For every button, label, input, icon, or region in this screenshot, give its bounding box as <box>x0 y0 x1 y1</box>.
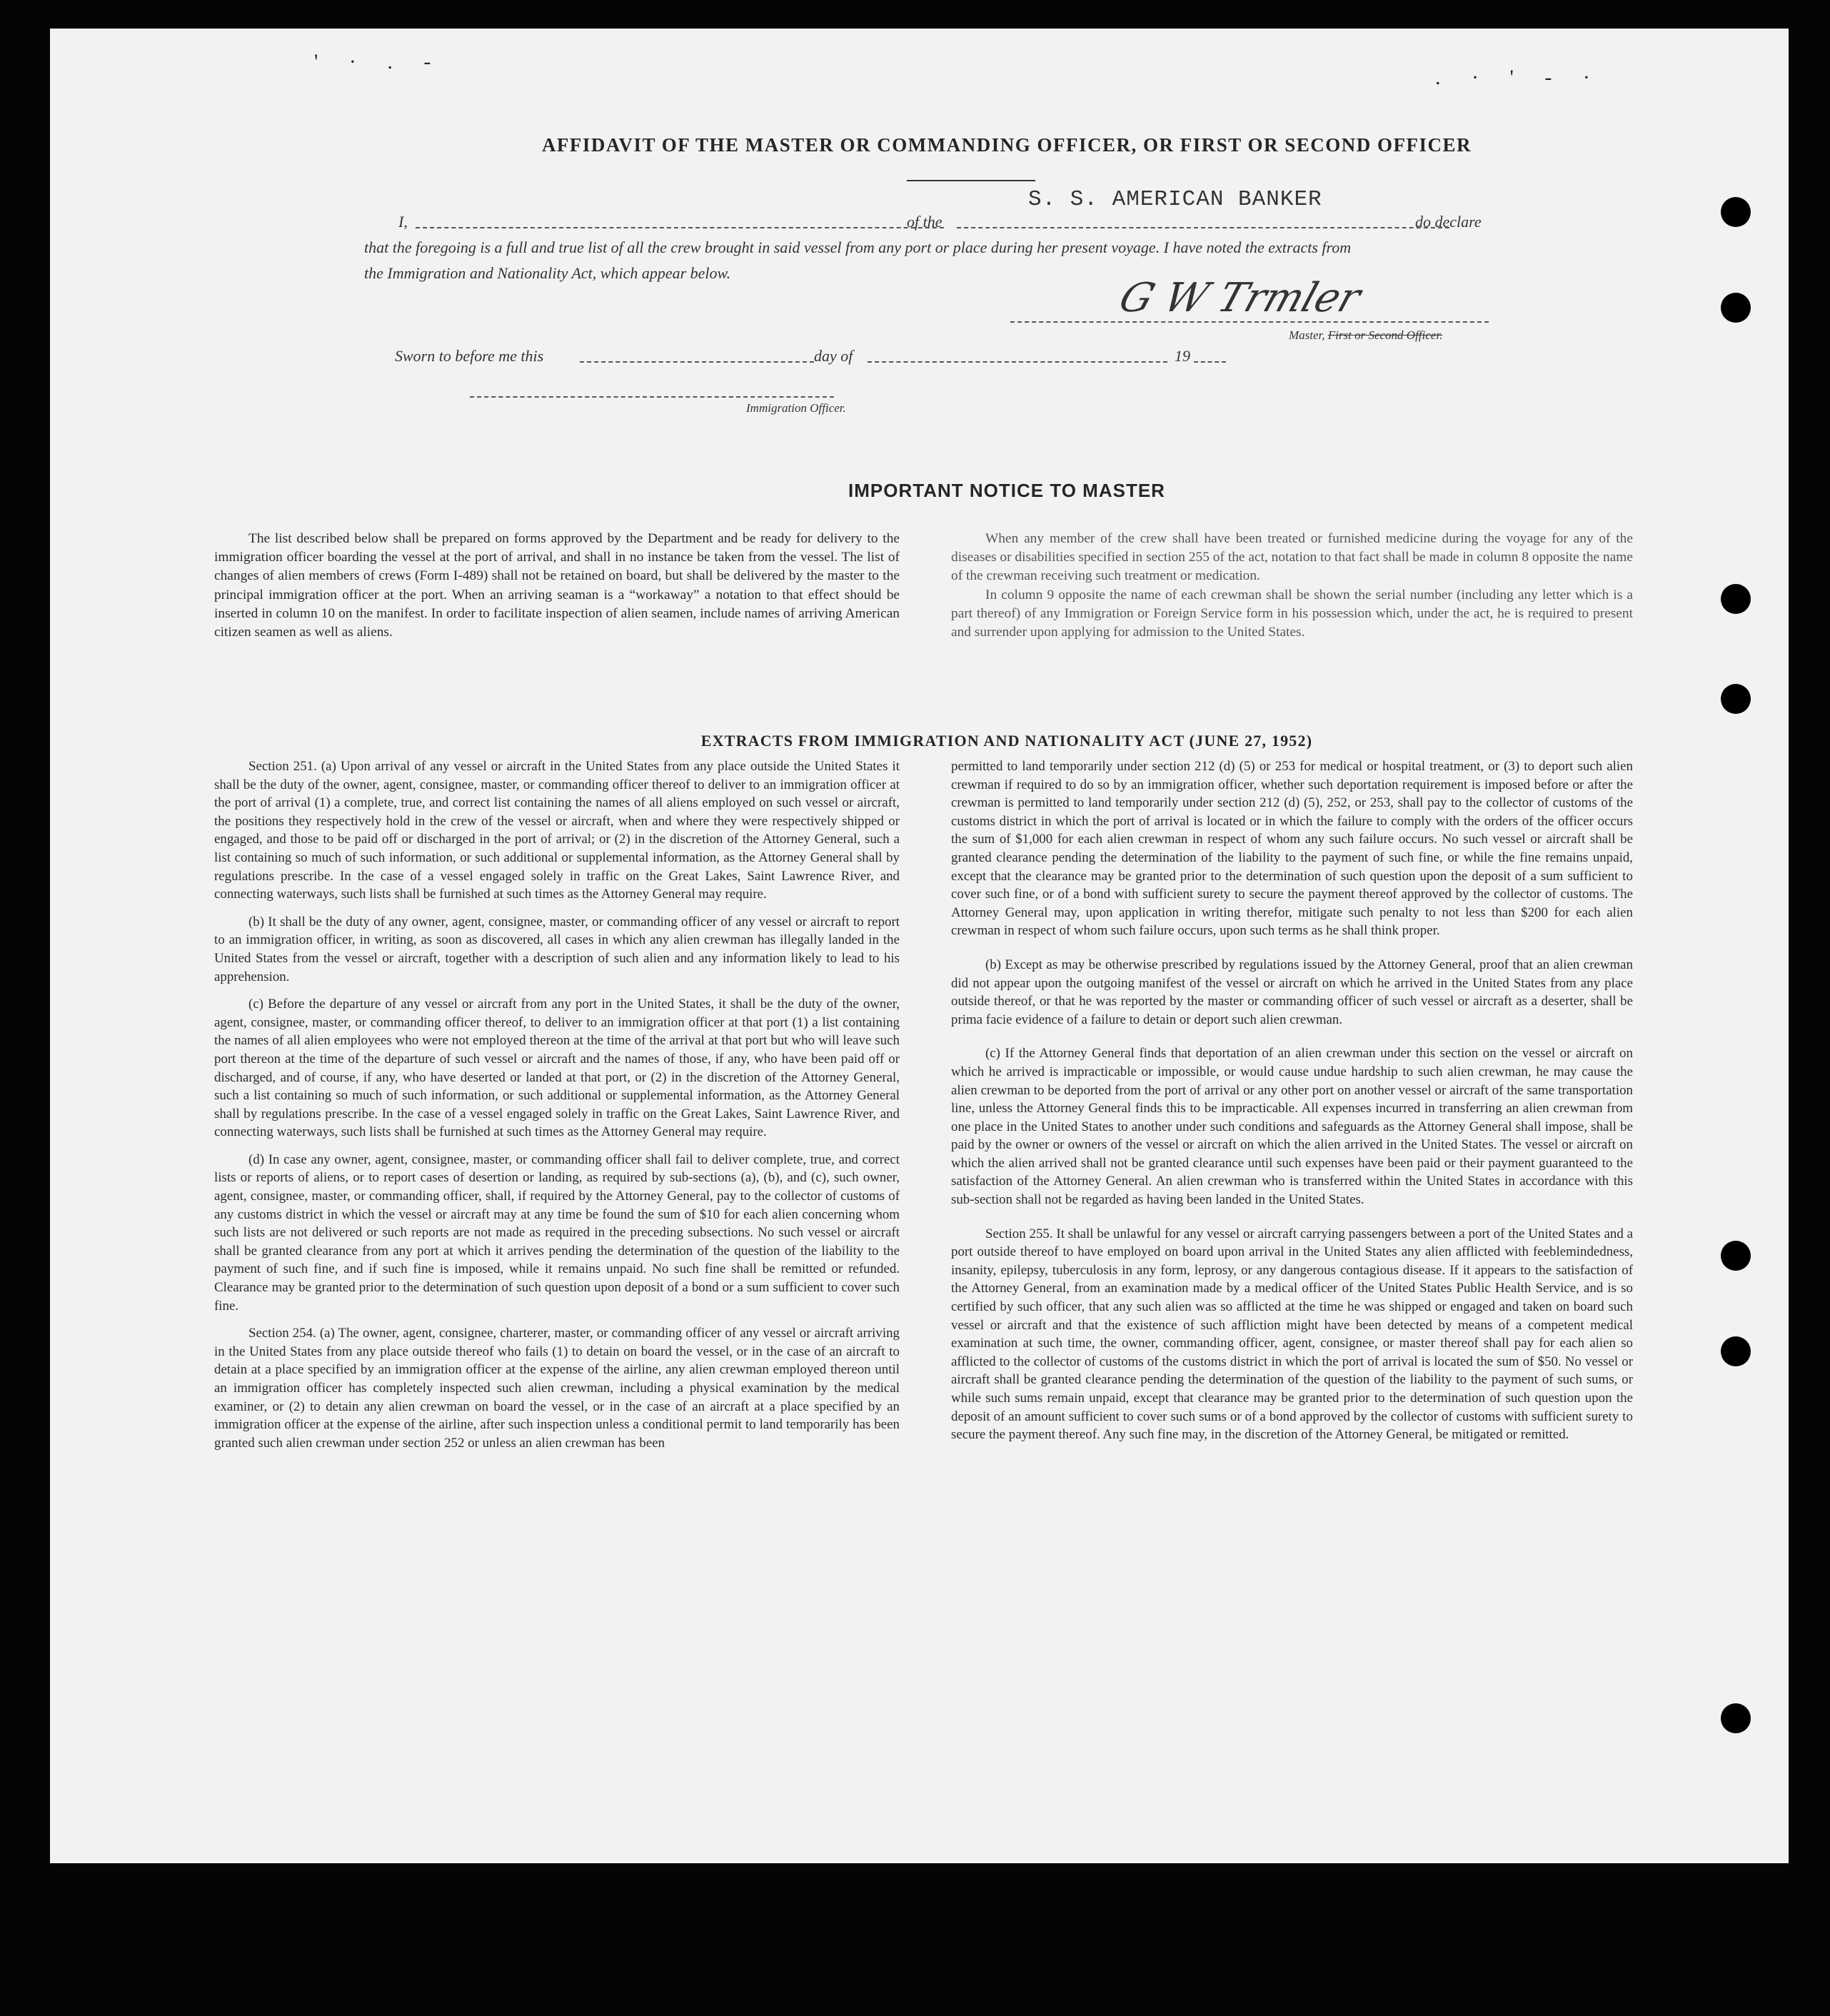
affidavit-of-the-label: of the <box>907 213 942 231</box>
section-254-c: (c) If the Attorney General finds that deportation of an alien crewman under this section on the vessel or aircraft on which he arrived is impracticable or impossible, or would cause undue hardship to such alien crewman, he may cause the alien crewman to be deported from the port of arrival or any other port on another vessel or aircraft of the same transportation line, unless the Attorney General finds this to be impracticable. All expenses incurred in transferring an alien crewman from one place in the United States to another under such conditions and safeguards as the Attorney General shall impose, shall be paid by the owner or owners of the vessel or aircraft on which the alien arrived in the United States. The vessel or aircraft on which the alien arrived shall not be granted clearance until such expenses have been paid or their payment guaranteed to the satisfaction of the Attorney General. An alien crewman who is transferred within the United States in accordance with this sub-section shall not be regarded as having been landed in the United States. <box>951 1046 1633 1208</box>
signer-title-struck: First or Second Officer. <box>1327 328 1443 342</box>
edge-specks-right: . · ' - · <box>1435 66 1603 89</box>
extracts-left-column <box>214 757 900 1461</box>
extracts-right-column <box>951 757 1633 1453</box>
sworn-year-line <box>1194 361 1226 363</box>
extracts-title: EXTRACTS FROM IMMIGRATION AND NATIONALITY ACT (JUNE 27, 1952) <box>700 732 1313 750</box>
affidavit-title: AFFIDAVIT OF THE MASTER OR COMMANDING OFFICER, OR FIRST OR SECOND OFFICER <box>541 134 1472 156</box>
binder-hole-5 <box>1721 1241 1751 1271</box>
day-of-label: day of <box>814 347 853 365</box>
immigration-officer-line <box>470 396 834 398</box>
master-name-line <box>416 227 944 228</box>
notice-right-paragraph-2: In column 9 opposite the name of each crewman shall be shown the serial number (including any letter which is a part thereof) of any Immigration or Foreign Service form in his possession which, under the act, he is required to present and surrender upon applying for admission to the United States. <box>951 587 1633 640</box>
sworn-month-line <box>868 361 1167 363</box>
title-divider <box>907 180 1035 181</box>
notice-right-column <box>951 530 1633 651</box>
signature-line <box>1010 321 1489 323</box>
affidavit-i-label: I, <box>398 213 408 231</box>
notice-left-column <box>214 530 900 651</box>
section-251-b: (b) It shall be the duty of any owner, agent, consignee, master, or commanding officer of any vessel or aircraft to report to an immigration officer, in writing, as soon as discovered, all cases in which any alien crewman has illegally landed in the United States from the vessel or aircraft, together with a description of such alien and any information likely to lead to his apprehension. <box>214 914 900 984</box>
signer-title-master: Master, <box>1289 328 1325 342</box>
binder-hole-4 <box>1721 684 1751 714</box>
sworn-day-line <box>580 361 814 363</box>
edge-specks-left: ' · . - <box>314 50 444 74</box>
year-prefix: 19 <box>1175 347 1190 365</box>
sworn-before-label: Sworn to before me this <box>395 347 544 365</box>
affidavit-declare-label: do declare <box>1415 213 1482 231</box>
section-251-a: Section 251. (a) Upon arrival of any vessel or aircraft in the United States from any place outside the United States it shall be the duty of the owner, agent, consignee, master, or commanding officer thereof to deliver to an immigration officer at the port of arrival (1) a complete, true, and correct list containing the names of all aliens employed on such vessel or aircraft, the positions they respectively hold in the crew of the vessel or aircraft, when and where they were respectively shipped or engaged, and those to be paid off or discharged in the port of arrival; or (2) in the discretion of the Attorney General, such a list containing so much of such information, or such additional or supplemental information, as the Attorney General shall by regulations prescribe. In the case of a vessel engaged solely in traffic on the Great Lakes, Saint Lawrence River, and connecting waterways, such lists shall be furnished at such times as the Attorney General may require. <box>214 759 900 902</box>
section-251-c: (c) Before the departure of any vessel or aircraft from any port in the United States, it shall be the duty of the owner, agent, consignee, master, or commanding officer thereof, to deliver to an immigration officer at that port (1) a list containing the names of all alien employees who were not employed thereon at the time of the arrival at that port but who will leave such port thereon at the time of the departure of such vessel or aircraft and the names of those, if any, who have been paid off or discharged, and of course, if any, who have deserted or landed at that port, or (2) in the discretion of the Attorney General, such a list containing so much of such information, or such additional or supplemental information, as the Attorney General shall by regulations prescribe. In the case of a vessel engaged solely in traffic on the Great Lakes, Saint Lawrence River, and connecting waterways, such lists shall be furnished at such times as the Attorney General may require. <box>214 997 900 1140</box>
binder-hole-7 <box>1721 1703 1751 1733</box>
section-254-a: Section 254. (a) The owner, agent, consignee, charterer, master, or commanding officer of any vessel or aircraft arriving in the United States from any place outside thereof who fails (1) to detain on board the vessel, or in the case of an aircraft to detain at a place specified by an immigration officer at the expense of the airline, any alien crewman employed thereon until an immigration officer has completely inspected such alien crewman, including a physical examination by the medical examiner, or (2) to detain any alien crewman on board the vessel, or in the case of an aircraft at a place specified by an immigration officer at the expense of the airline, after such inspection unless a conditional permit to land temporarily has been granted such alien crewman under section 252 or unless an alien crewman has been <box>214 1326 900 1451</box>
notice-left-paragraph: The list described below shall be prepared on forms approved by the Department and be ready for delivery to the immigration officer boarding the vessel at the port of arrival, and shall in no instance be taken from the vessel. The list of changes of alien members of crews (Form I-489) shall not be retained on board, but shall be delivered by the master to the principal immigration officer at the port. When an arriving seaman is a “workaway” a notation to that effect should be inserted in column 10 on the manifest. In order to facilitate inspection of alien seamen, include names of arriving American citizen seamen as well as aliens. <box>214 531 900 640</box>
notice-right-paragraph-1: When any member of the crew shall have been treated or furnished medicine during the voyage for any of the diseases or disabilities specified in section 255 of the act, notation to that fact shall be made in column 8 opposite the name of the crewman receiving such treatment or medication. <box>951 531 1633 584</box>
vessel-name-line <box>957 227 1449 228</box>
vessel-name: S. S. AMERICAN BANKER <box>1028 187 1322 212</box>
important-notice-title: IMPORTANT NOTICE TO MASTER <box>848 480 1165 501</box>
binder-hole-1 <box>1721 197 1751 227</box>
affidavit-statement-line3: the Immigration and Nationality Act, which appear below. <box>364 264 731 282</box>
section-254-b: (b) Except as may be otherwise prescribed by regulations issued by the Attorney General, proof that an alien crewman did not appear upon the outgoing manifest of the vessel or aircraft on which he arrived in the United States from any place outside thereof, or that he was reported by the master or commanding officer of such vessel or aircraft as a deserter, shall be prima facie evidence of a failure to detain or deport such alien crewman. <box>951 957 1633 1027</box>
binder-hole-3 <box>1721 584 1751 614</box>
affidavit-statement-line2: that the foregoing is a full and true list of all the crew brought in said vessel from any port or place during her present voyage. I have noted the extracts from <box>364 238 1352 256</box>
immigration-officer-label: Immigration Officer. <box>746 401 846 415</box>
binder-hole-6 <box>1721 1336 1751 1366</box>
signer-title <box>1289 328 1442 343</box>
document-page <box>50 29 1789 1863</box>
binder-hole-2 <box>1721 293 1751 323</box>
section-251-d: (d) In case any owner, agent, consignee, master, or commanding officer shall fail to deliver complete, true, and correct lists or reports of aliens, or to report cases of desertion or landing, as required by sub-sections (a), (b), and (c), such owner, agent, consignee, master, or commanding officer, shall, if required by the Attorney General, pay to the collector of customs of any customs district in which the vessel or aircraft may at any time be found the sum of $10 for each alien concerning whom such lists are not delivered or such reports are not made as required in the preceding subsections. No such vessel or aircraft shall be granted clearance from any port at which it arrives pending the determination of the question of the liability to the payment of such fine, and if such fine is imposed, while it remains unpaid. No such fine shall be remitted or refunded. Clearance may be granted prior to the determination of such question upon deposit of a bond or a sum sufficient to cover such fine. <box>214 1151 900 1314</box>
section-254-a-continued: permitted to land temporarily under section 212 (d) (5) or 253 for medical or hospital treatment, or (3) to deport such alien crewman if required to do so by an immigration officer, whether such deportation requirement is imposed before or after the crewman is permitted to land temporarily under section 212 (d) (5), 252, or 253, shall pay to the collector of customs of the customs district in which the port of arrival is located or in which the failure to comply with the orders of the officer occurs the sum of $1,000 for each alien crewman in respect of whom any such failure occurs. No such vessel or aircraft shall be granted clearance pending the determination of the liability to the payment of such fine, or while the fine remains unpaid, except that the clearance may be granted prior to the determination of such question upon the deposit of a sum sufficient to cover such fine, or of a bond with sufficient surety to secure the payment thereof approved by the collector of customs. The Attorney General may, upon application in writing therefor, mitigate such penalty to not less than $200 for each alien crewman in respect of whom such failure occurs, upon such terms as he shall think proper. <box>951 759 1633 939</box>
section-255: Section 255. It shall be unlawful for any vessel or aircraft carrying passengers between a port of the United States and a port outside thereof to have employed on board upon arrival in the United States any alien afflicted with feeblemindedness, insanity, epilepsy, tuberculosis in any form, leprosy, or any dangerous contagious disease. If it appears to the satisfaction of the Attorney General, from an examination made by a medical officer of the United States Public Health Service, and is so certified by such officer, that any such alien was so afflicted at the time he was shipped or engaged and taken on board such vessel or aircraft and that the existence of such affliction might have been detected by means of a competent medical examination at such time, the owner, commanding officer, agent, consignee, or master thereof shall pay for each alien so afflicted to the collector of customs of the customs district in which the port of arrival is located the sum of $50. No vessel or aircraft shall be granted clearance pending the determination of the question of the liability to the payment of such sums, or while such sums remain unpaid, except that clearance may be granted prior to the determination of such question upon the deposit of an amount sufficient to cover such sums or of a bond approved by the collector of customs with sufficient surety to secure the payment thereof. Any such fine may, in the discretion of the Attorney General, be mitigated or remitted. <box>951 1226 1633 1443</box>
master-signature: G W Trmler <box>1113 275 1367 321</box>
